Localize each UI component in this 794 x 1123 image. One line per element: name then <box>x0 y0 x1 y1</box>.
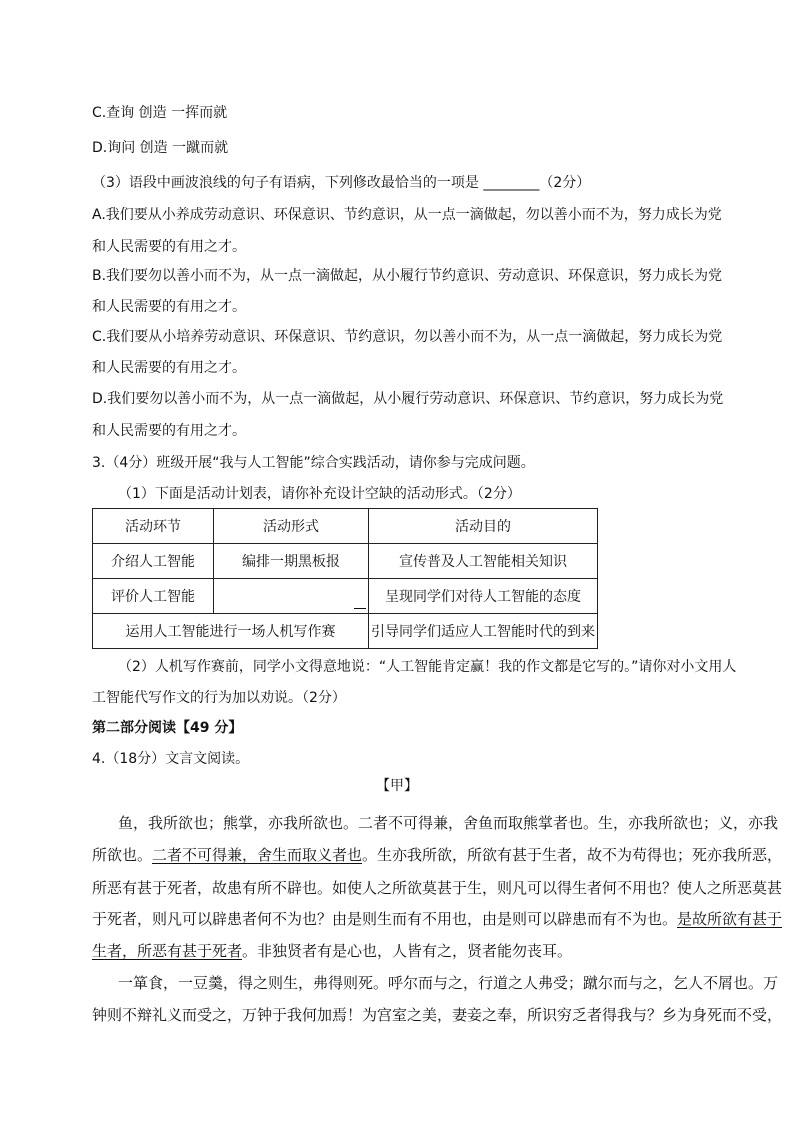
q3-option-c-line2: 和人民需要的有用之才。 <box>92 360 246 376</box>
part-2-heading: 第二部分阅读【49 分】 <box>92 720 243 736</box>
q3-option-d-line2: 和人民需要的有用之才。 <box>92 423 246 439</box>
table-header-cell: 活动目的 <box>369 509 598 544</box>
table-cell: 宣传普及人工智能相关知识 <box>369 544 598 579</box>
passage-text: 于死者，则凡可以辟患者何不为也？由是则生而有不用也，由是则可以辟患而有不为也。 <box>92 910 678 928</box>
q3-stem-suffix: （2分） <box>539 175 591 191</box>
question-3-sub1: （1）下面是活动计划表，请你补充设计空缺的活动形式。（2分） <box>118 486 521 502</box>
passage-line: 所恶有甚于死者，故患有所不辟也。如使人之所欲莫甚于生，则凡可以得生者何不用也？使人之所恶莫甚 <box>92 879 783 897</box>
question-4-title: 4.（18分）文言文阅读。 <box>92 751 250 767</box>
q3-option-c-line1: C.我们要从小培养劳动意识、环保意识、节约意识，勿以善小而不为，从一点一滴做起，努力成长为党 <box>92 329 723 345</box>
passage-line <box>92 845 782 865</box>
section-label-jia: 【甲】 <box>376 778 418 794</box>
table-cell: 呈现同学们对待人工智能的态度 <box>369 579 598 614</box>
passage-text: 所欲也。 <box>92 846 153 864</box>
q3-option-a-line1: A.我们要从小养成劳动意识、环保意识、节约意识，从一点一滴做起，勿以善小而不为，努力成长为党 <box>92 207 722 223</box>
table-row <box>93 579 598 614</box>
q3-option-b-line1: B.我们要勿以善小而不为，从一点一滴做起，从小履行节约意识、劳动意识、环保意识，努力成长为党 <box>92 268 723 284</box>
underlined-sentence: 生者，所恶有甚于死者 <box>92 942 243 960</box>
table-header-row <box>93 509 598 544</box>
table-cell: 运用人工智能进行一场人机写作赛 <box>93 614 369 649</box>
table-header-cell: 活动环节 <box>93 509 214 544</box>
table-cell: 介绍人工智能 <box>93 544 214 579</box>
underlined-sentence: 是故所欲有甚于 <box>677 910 783 928</box>
passage-text: 。非独贤者有是心也，人皆有之，贤者能勿丧耳。 <box>242 942 573 960</box>
answer-blank: ________ <box>483 175 540 191</box>
option-c: C.查询 创造 一挥而就 <box>92 105 228 121</box>
blank-cell[interactable] <box>214 579 369 614</box>
passage-line: 钟则不辩礼义而受之，万钟于我何加焉！为宫室之美，妻妾之奉，所识穷乏者得我与？乡为身死而不受， <box>92 1006 783 1024</box>
q3-option-d-line1: D.我们要勿以善小而不为，从一点一滴做起，从小履行劳动意识、环保意识、节约意识，努力成长为党 <box>92 391 724 407</box>
q3-stem-prefix: （3）语段中画波浪线的句子有语病，下列修改最恰当的一项是 <box>92 175 484 191</box>
table-header-cell: 活动形式 <box>214 509 369 544</box>
q3-option-b-line2: 和人民需要的有用之才。 <box>92 299 246 315</box>
table-row <box>93 614 598 649</box>
question-3-sub2-line1: （2）人机写作赛前，同学小文得意地说：“人工智能肯定赢！我的作文都是它写的。”请你对小文用人 <box>118 659 737 675</box>
question-3-title: 3.（4分）班级开展“我与人工智能”综合实践活动，请你参与完成问题。 <box>92 455 535 471</box>
passage-line <box>92 941 572 961</box>
passage-line <box>92 909 782 929</box>
q3-stem <box>92 173 590 193</box>
option-d: D.询问 创造 一蹴而就 <box>92 140 229 156</box>
q3-option-a-line2: 和人民需要的有用之才。 <box>92 239 246 255</box>
underlined-sentence: 二者不可得兼，舍生而取义者也 <box>152 846 363 864</box>
activity-plan-table <box>92 508 598 649</box>
passage-line: 一箪食，一豆羹，得之则生，弗得则死。呼尔而与之，行道之人弗受；蹴尔而与之，乞人不屑也。万 <box>118 974 779 992</box>
passage-text: 。生亦我所欲，所欲有甚于生者，故不为苟得也；死亦我所恶， <box>362 846 783 864</box>
passage-line: 鱼，我所欲也；熊掌，亦我所欲也。二者不可得兼，舍鱼而取熊掌者也。生，亦我所欲也；义，亦我 <box>118 814 779 832</box>
table-cell: 评价人工智能 <box>93 579 214 614</box>
fill-in-line <box>354 608 366 609</box>
table-cell: 引导同学们适应人工智能时代的到来 <box>369 614 598 649</box>
table-cell: 编排一期黑板报 <box>214 544 369 579</box>
question-3-sub2-line2: 工智能代写作文的行为加以劝说。（2分） <box>92 690 346 706</box>
table-row <box>93 544 598 579</box>
